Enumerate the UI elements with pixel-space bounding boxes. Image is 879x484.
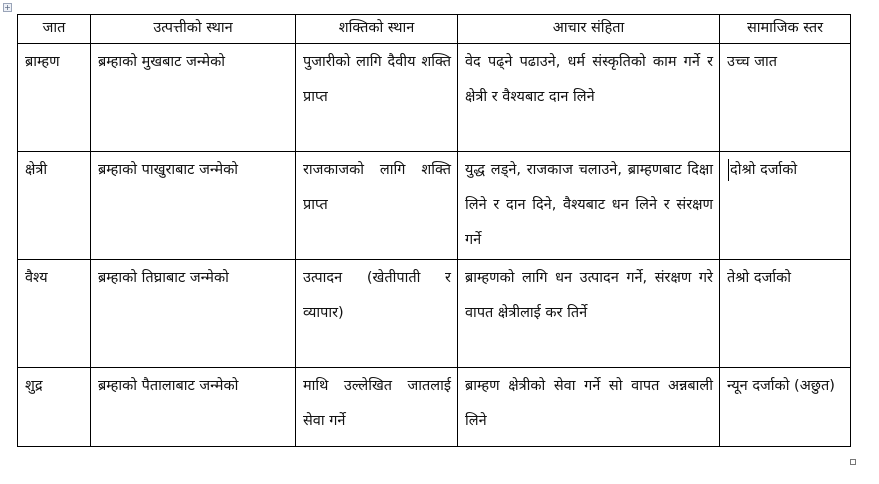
header-code-of-conduct: आचार संहिता — [458, 15, 720, 44]
cell-origin[interactable]: ब्रम्हाको पाखुराबाट जन्मेको — [91, 152, 296, 260]
cell-origin[interactable]: ब्रम्हाको तिघ्राबाट जन्मेको — [91, 260, 296, 368]
header-social-status: सामाजिक स्तर — [720, 15, 851, 44]
cell-caste[interactable]: क्षेत्री — [18, 152, 91, 260]
caste-table — [17, 14, 851, 447]
cell-caste[interactable]: ब्राम्हण — [18, 44, 91, 152]
table-row — [18, 368, 851, 447]
cell-code-of-conduct[interactable]: ब्राम्हणको लागि धन उत्पादन गर्ने, संरक्षण गरे वापत क्षेत्रीलाई कर तिर्ने — [458, 260, 720, 368]
table-row — [18, 44, 851, 152]
cell-code-of-conduct[interactable]: वेद पढ्ने पढाउने, धर्म संस्कृतिको काम गर्ने र क्षेत्री र वैश्यबाट दान लिने — [458, 44, 720, 152]
cell-social-status[interactable] — [720, 152, 851, 260]
table-row — [18, 260, 851, 368]
cell-origin[interactable]: ब्रम्हाको पैतालाबाट जन्मेको — [91, 368, 296, 447]
table-header-row — [18, 15, 851, 44]
cell-social-status[interactable]: तेश्रो दर्जाको — [720, 260, 851, 368]
table-move-handle-icon[interactable]: + — [4, 3, 11, 12]
cell-social-status[interactable]: न्यून दर्जाको (अछुत) — [720, 368, 851, 447]
cell-caste[interactable]: वैश्य — [18, 260, 91, 368]
cell-code-of-conduct[interactable]: युद्ध लड्ने, राजकाज चलाउने, ब्राम्हणबाट दिक्षा लिने र दान दिने, वैश्यबाट धन लिने र संरक्षण गर्ने — [458, 152, 720, 260]
cell-power[interactable]: पुजारीको लागि दैवीय शक्ति प्राप्त — [296, 44, 458, 152]
cell-caste[interactable]: शुद्र — [18, 368, 91, 447]
cell-power[interactable]: माथि उल्लेखित जातलाई सेवा गर्ने — [296, 368, 458, 447]
header-caste: जात — [18, 15, 91, 44]
table-resize-handle-icon[interactable] — [850, 459, 856, 465]
cell-code-of-conduct[interactable]: ब्राम्हण क्षेत्रीको सेवा गर्ने सो वापत अन्नबाली लिने — [458, 368, 720, 447]
cell-origin[interactable]: ब्रम्हाको मुखबाट जन्मेको — [91, 44, 296, 152]
text-caret — [728, 159, 729, 181]
table-row — [18, 152, 851, 260]
cell-social-status[interactable]: उच्च जात — [720, 44, 851, 152]
header-power: शक्तिको स्थान — [296, 15, 458, 44]
cell-social-status-text: दोश्रो दर्जाको — [730, 162, 798, 178]
cell-power[interactable]: राजकाजको लागि शक्ति प्राप्त — [296, 152, 458, 260]
header-origin: उत्पत्तीको स्थान — [91, 15, 296, 44]
cell-power[interactable]: उत्पादन (खेतीपाती र व्यापार) — [296, 260, 458, 368]
